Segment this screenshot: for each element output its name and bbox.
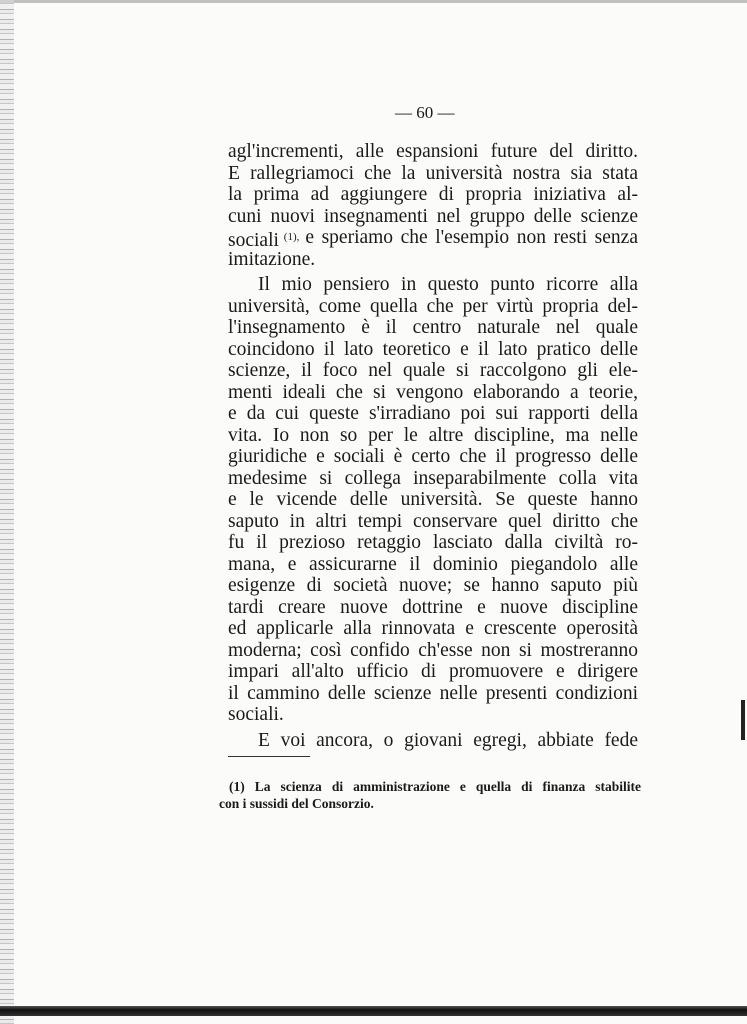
text-line: fu il prezioso retaggio lasciato dalla civiltà ro- [228,532,638,553]
scan-mark [741,700,745,740]
text-line: università, come quella che per virtù propria del- [228,295,638,317]
text-line: tardi creare nuove dottrine e nuove discipline [228,596,638,618]
text-line: ed applicarle alla rinnovata e crescente operosità [228,618,638,639]
text-line: e le vicende delle università. Se queste hanno [228,489,638,510]
body-text [228,141,638,751]
scan-top-edge [0,0,747,3]
text-line: giuridiche e sociali è certo che il progresso delle [228,446,638,467]
footnote-ref[interactable]: (1), [283,231,300,243]
text-line [228,227,638,249]
text-line: Il mio pensiero in questo punto ricorre alla [258,274,638,295]
text-line: agl'incrementi, alle espansioni future del diritto. [228,141,638,162]
text-line: esigenze di società nuove; se hanno saputo più [228,575,638,596]
text-line: sociali. [228,704,284,725]
text-line: medesime si collega inseparabilmente colla vita [228,467,638,489]
text-line: cuni nuovi insegnamenti nel gruppo delle scienze [228,205,638,227]
text-fragment: e speriamo che l'esempio non resti senza [305,227,638,248]
text-line: la prima ad aggiungere di propria iniziativa al- [228,184,638,205]
text-line: l'insegnamento è il centro naturale nel quale [228,317,638,338]
footnote [219,778,641,812]
footnote-line: con i sussidi del Consorzio. [219,796,374,811]
page-number: — 60 — [395,103,455,122]
text-line: il cammino delle scienze nelle presenti condizioni [228,682,638,704]
text-line: e da cui queste s'irradiano poi sui rapporti della [228,403,638,424]
text-line: coincidono il lato teoretico e il lato pratico delle [228,338,638,360]
text-line: imitazione. [228,248,316,270]
text-line: vita. Io non so per le altre discipline, ma nelle [228,424,638,446]
text-line: mana, e assicurarne il dominio piegandolo alle [228,553,638,575]
text-line: impari all'alto ufficio di promuovere e dirigere [228,661,638,682]
scan-left-edge [0,0,14,1024]
text-line: E rallegriamoci che la università nostra sia stata [228,162,638,184]
text-line: scienze, il foco nel quale si raccolgono gli ele- [228,360,638,381]
text-line: saputo in altri tempi conservare quel diritto che [228,510,638,532]
footnote-line: (1) La scienza di amministrazione e quella di finanza stabilite [229,779,641,794]
text-line: moderna; così confido ch'esse non si mostreranno [228,639,638,661]
text-line: E voi ancora, o giovani egregi, abbiate fede [258,729,638,751]
text-fragment: sociali [228,230,279,251]
scan-bottom-edge [0,1006,747,1016]
footnote-divider [228,756,310,757]
text-line: menti ideali che si vengono elaborando a teorie, [228,381,638,403]
